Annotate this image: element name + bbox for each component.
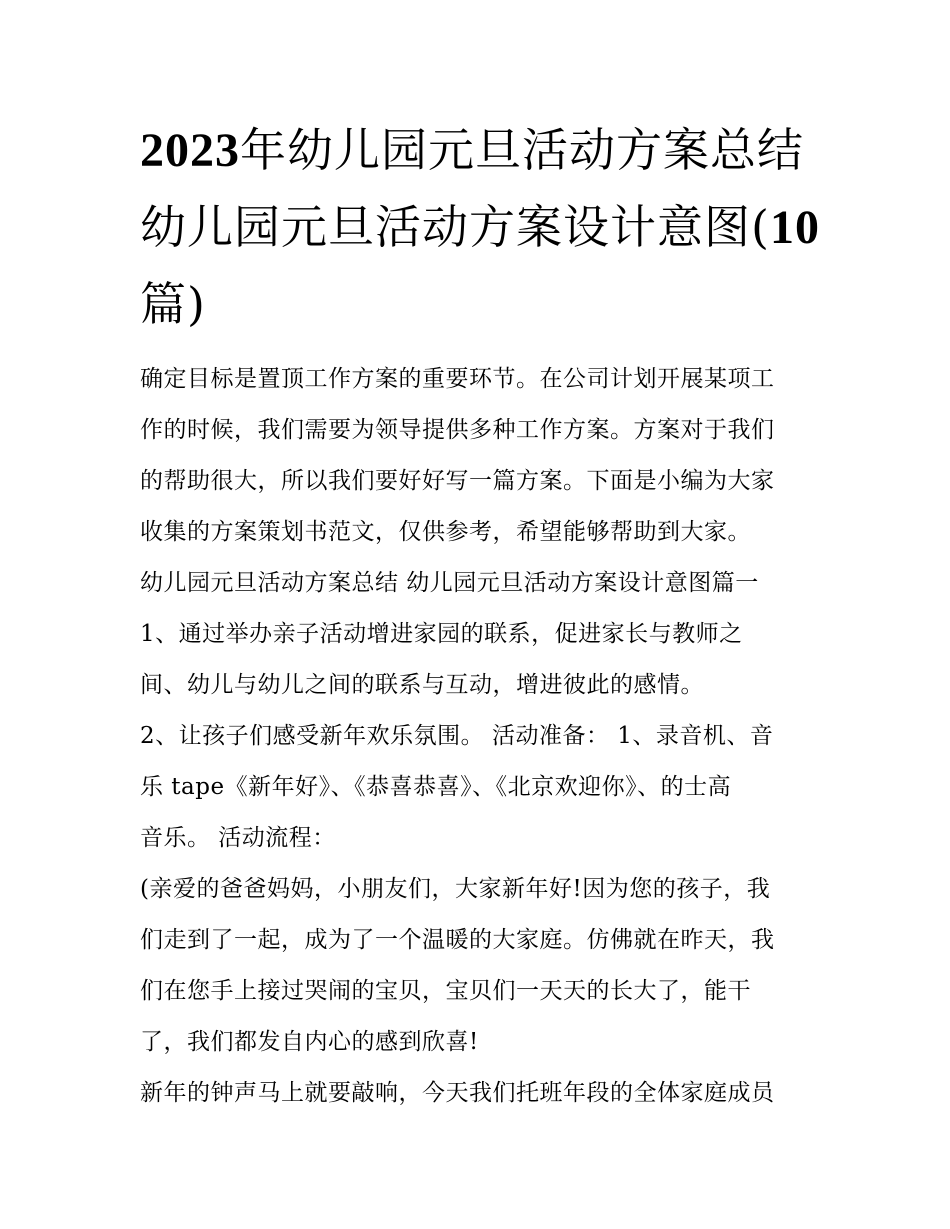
body-line: 收集的方案策划书范文，仅供参考，希望能够帮助到大家。	[140, 519, 751, 545]
body-line: 作的时候，我们需要为领导提供多种工作方案。方案对于我们	[140, 417, 775, 443]
body-line: 的帮助很大，所以我们要好好写一篇方案。下面是小编为大家	[140, 468, 775, 494]
body-line: 们走到了一起，成为了一个温暖的大家庭。仿佛就在昨天，我	[140, 927, 775, 953]
title-year: 2023	[140, 124, 240, 177]
body-line: 1、通过举办亲子活动增进家园的联系，促进家长与教师之	[140, 621, 743, 647]
body-line: (亲爱的爸爸妈妈，小朋友们，大家新年好!因为您的孩子，我	[140, 876, 771, 902]
section-heading: 幼儿园元旦活动方案总结 幼儿园元旦活动方案设计意图篇一	[140, 570, 759, 596]
document-title	[140, 112, 820, 342]
body-line: 新年的钟声马上就要敲响，今天我们托班年段的全体家庭成员	[140, 1080, 775, 1106]
title-suffix: 篇)	[140, 277, 206, 331]
title-main-text: 年幼儿园元旦活动方案总结 幼儿园元旦活动方案设计意图(	[140, 123, 804, 254]
body-line: 音乐。 活动流程：	[140, 825, 336, 851]
body-line: 确定目标是置顶工作方案的重要环节。在公司计划开展某项工	[140, 366, 775, 392]
body-line: 了，我们都发自内心的感到欣喜!	[140, 1029, 479, 1055]
body-line: 2、让孩子们感受新年欢乐氛围。 活动准备： 1、录音机、音	[140, 723, 774, 749]
title-count: 10	[769, 201, 820, 254]
body-line: 们在您手上接过哭闹的宝贝，宝贝们一天天的长大了，能干	[140, 978, 751, 1004]
body-line: 乐 tape《新年好》、《恭喜恭喜》、《北京欢迎你》、的士高	[140, 774, 732, 800]
body-line: 间、幼儿与幼儿之间的联系与互动，增进彼此的感情。	[140, 672, 704, 698]
